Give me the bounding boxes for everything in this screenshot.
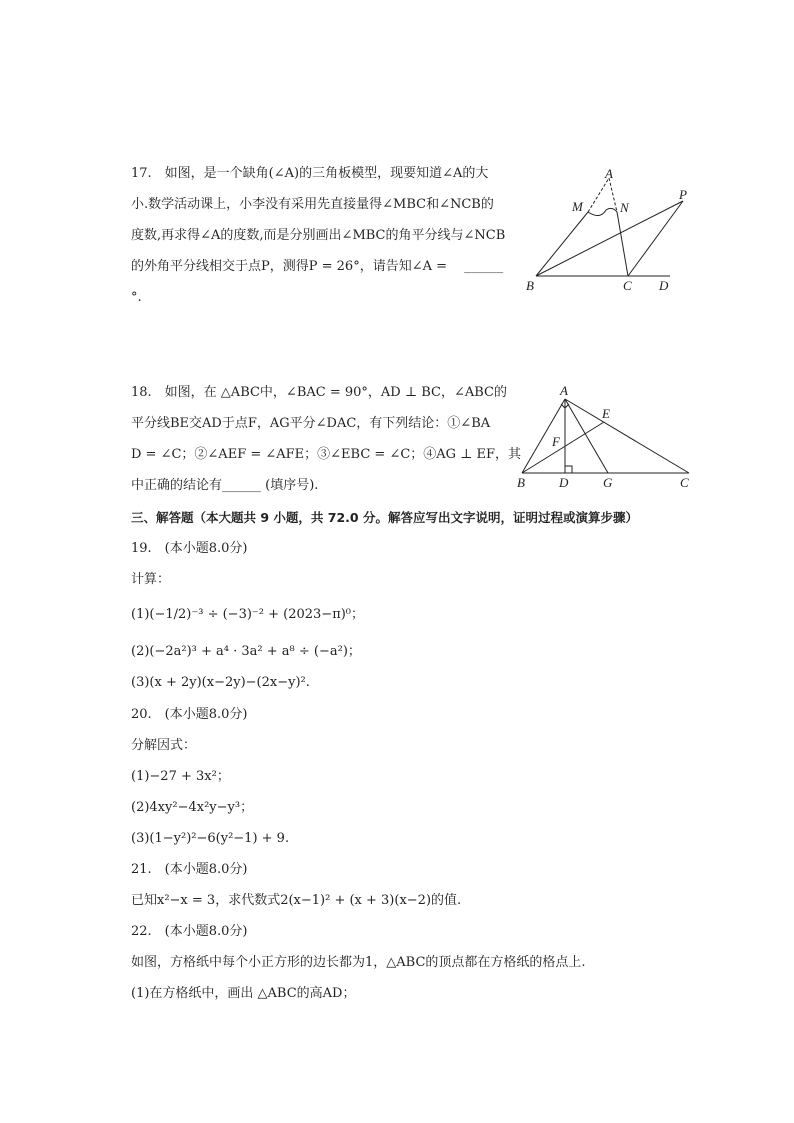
q17-label-c: C — [623, 278, 632, 293]
q20-header: 20. (本小题8.0分) — [131, 707, 248, 722]
q22-item-1: (1)在方格纸中，画出 △ABC的高AD； — [131, 986, 356, 1001]
q18-line-4: 中正确的结论有______ (填序号). — [131, 478, 319, 493]
q17-line-nc — [617, 212, 628, 276]
q17-label-b: B — [526, 278, 534, 293]
q17-line-2: 小.数学活动课上，小李没有采用先直接量得∠MBC和∠NCB的 — [131, 197, 494, 212]
q17-line-3: 度数,再求得∠A的度数,而是分别画出∠MBC的角平分线与∠NCB — [131, 228, 506, 243]
q20-item-1: (1)−27 + 3x²； — [131, 769, 230, 784]
q18-right-angle-mark — [565, 466, 572, 473]
q17-break-curve — [588, 208, 617, 215]
q20-item-3: (3)(1−y²)²−6(y²−1) + 9. — [131, 831, 290, 846]
q17-line-cp — [628, 201, 683, 276]
q17-label-m: M — [572, 199, 583, 214]
q18-line-3: D = ∠C；②∠AEF = ∠AFE；③∠EBC = ∠C；④AG ⊥ EF，其 — [131, 447, 522, 462]
q18-line-2: 平分线BE交AD于点F，AG平分∠DAC，有下列结论：①∠BA — [131, 416, 491, 431]
q19-item-3: (3)(x + 2y)(x−2y)−(2x−y)². — [131, 675, 310, 690]
q17-label-a: A — [605, 166, 613, 181]
q22-text: 如图，方格纸中每个小正方形的边长都为1，△ABC的顶点都在方格纸的格点上. — [131, 955, 586, 970]
q17-figure — [520, 160, 700, 300]
q18-label-d: D — [559, 475, 569, 490]
q20-intro: 分解因式： — [131, 738, 197, 753]
q19-intro: 计算： — [131, 572, 171, 587]
q21-text: 已知x²−x = 3，求代数式2(x−1)² + (x + 3)(x−2)的值. — [131, 893, 462, 908]
q19-header: 19. (本小题8.0分) — [131, 541, 248, 556]
q18-label-e: E — [602, 406, 610, 421]
q19-item-1: (1)(−1/2)⁻³ ÷ (−3)⁻² + (2023−π)⁰； — [131, 607, 365, 622]
q18-line-ac — [565, 399, 689, 473]
q18-label-c: C — [680, 475, 689, 490]
q17-label-d: D — [659, 278, 669, 293]
q18-figure — [510, 380, 700, 492]
q18-label-b: B — [517, 475, 525, 490]
q18-line-1: 18. 如图，在 △ABC中，∠BAC = 90°，AD ⊥ BC，∠ABC的 — [131, 385, 507, 400]
q17-line-bm — [536, 212, 588, 276]
q19-item-2: (2)(−2a²)³ + a⁴ · 3a² + a⁸ ÷ (−a²)； — [131, 644, 361, 659]
q18-line-be — [522, 422, 604, 473]
q17-dashed-an — [609, 178, 617, 212]
q20-item-2: (2)4xy²−4x²y−y³； — [131, 800, 254, 815]
q18-label-a: A — [560, 383, 568, 398]
q21-header: 21. (本小题8.0分) — [131, 862, 248, 877]
section-3-heading: 三、解答题（本大题共 9 小题，共 72.0 分。解答应写出文字说明，证明过程或演算步骤） — [131, 510, 638, 525]
q17-label-p: P — [679, 187, 687, 202]
q17-line-1: 17. 如图，是一个缺角(∠A)的三角板模型，现要知道∠A的大 — [131, 166, 489, 181]
q17-dashed-am — [588, 178, 609, 212]
q17-line-bp — [536, 201, 683, 276]
q22-header: 22. (本小题8.0分) — [131, 924, 248, 939]
q17-line-5: °. — [131, 290, 142, 305]
q17-label-n: N — [620, 200, 629, 215]
q17-line-4: 的外角平分线相交于点P，测得P = 26°，请告知∠A = ______ — [131, 259, 504, 274]
q18-label-f: F — [552, 434, 560, 449]
q18-label-g: G — [603, 475, 613, 490]
